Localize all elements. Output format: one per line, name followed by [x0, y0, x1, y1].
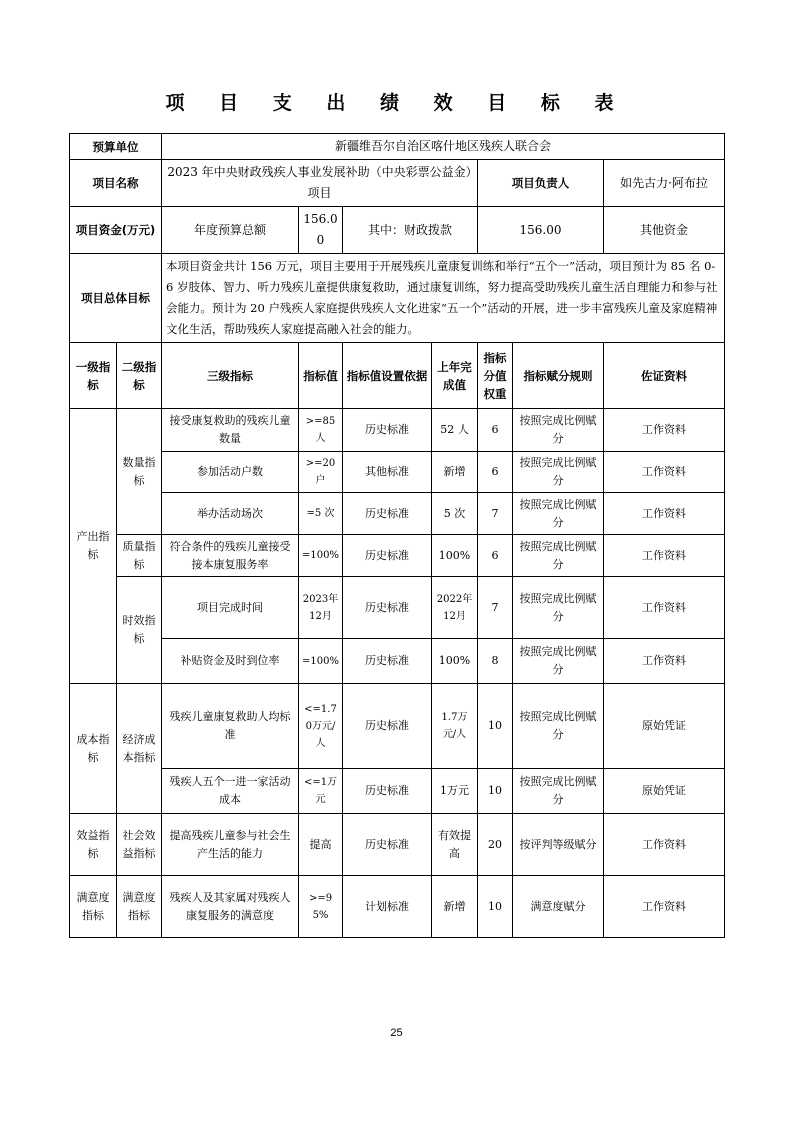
row-evidence: 工作资料: [604, 639, 725, 684]
row-prev: 新增: [432, 452, 478, 493]
row-name: 残疾人及其家属对残疾人康复服务的满意度: [162, 876, 299, 938]
row-prev: 1.7万元/人: [432, 684, 478, 769]
row-rule: 按评判等级赋分: [513, 814, 604, 876]
row-prev: 52 人: [432, 409, 478, 452]
row-prev: 1万元: [432, 769, 478, 814]
row-rule: 按照完成比例赋分: [513, 577, 604, 639]
other-funds-label: 其他资金: [604, 207, 725, 254]
funds-label: 项目资金(万元): [70, 207, 162, 254]
row-name: 残疾人五个一进一家活动成本: [162, 769, 299, 814]
row-evidence: 工作资料: [604, 814, 725, 876]
row-evidence: 工作资料: [604, 535, 725, 577]
row-basis: 计划标准: [343, 876, 432, 938]
group-cost: 成本指标: [70, 684, 117, 814]
row-rule: 按照完成比例赋分: [513, 535, 604, 577]
row-value: 提高: [299, 814, 343, 876]
row-value: =5 次: [299, 493, 343, 535]
annual-budget-label: 年度预算总额: [162, 207, 299, 254]
row-basis: 历史标准: [343, 493, 432, 535]
row-value: 2023年12月: [299, 577, 343, 639]
col-header-value: 指标值: [299, 343, 343, 409]
row-rule: 按照完成比例赋分: [513, 493, 604, 535]
group-social-benefit: 社会效益指标: [117, 814, 162, 876]
project-name-value: 2023 年中央财政残疾人事业发展补助（中央彩票公益金）项目: [162, 160, 478, 207]
row-weight: 7: [478, 577, 513, 639]
row-weight: 6: [478, 452, 513, 493]
row-prev: 有效提高: [432, 814, 478, 876]
row-name: 符合条件的残疾儿童接受接本康复服务率: [162, 535, 299, 577]
group-benefit: 效益指标: [70, 814, 117, 876]
row-name: 残疾儿童康复救助人均标准: [162, 684, 299, 769]
group-economic-cost: 经济成本指标: [117, 684, 162, 814]
row-prev: 100%: [432, 535, 478, 577]
row-weight: 6: [478, 535, 513, 577]
row-evidence: 工作资料: [604, 577, 725, 639]
group-satisfaction-sub: 满意度指标: [117, 876, 162, 938]
group-timeliness: 时效指标: [117, 577, 162, 684]
row-basis: 历史标准: [343, 535, 432, 577]
row-value: <=1.70万元/人: [299, 684, 343, 769]
col-header-prev: 上年完成值: [432, 343, 478, 409]
row-name: 接受康复救助的残疾儿童数量: [162, 409, 299, 452]
row-name: 补贴资金及时到位率: [162, 639, 299, 684]
project-lead-value: 如先古力·阿布拉: [604, 160, 725, 207]
row-value: =100%: [299, 535, 343, 577]
row-evidence: 工作资料: [604, 409, 725, 452]
row-value: >=95%: [299, 876, 343, 938]
row-basis: 历史标准: [343, 409, 432, 452]
row-basis: 历史标准: [343, 769, 432, 814]
page-title: 项 目 支 出 绩 效 目 标 表: [165, 92, 628, 114]
row-prev: 新增: [432, 876, 478, 938]
row-rule: 按照完成比例赋分: [513, 409, 604, 452]
group-quality: 质量指标: [117, 535, 162, 577]
row-evidence: 工作资料: [604, 452, 725, 493]
col-header-level3: 三级指标: [162, 343, 299, 409]
col-header-basis: 指标值设置依据: [343, 343, 432, 409]
fiscal-value: 156.00: [478, 207, 604, 254]
row-evidence: 工作资料: [604, 493, 725, 535]
row-evidence: 原始凭证: [604, 684, 725, 769]
row-weight: 7: [478, 493, 513, 535]
row-rule: 按照完成比例赋分: [513, 684, 604, 769]
col-header-rule: 指标赋分规则: [513, 343, 604, 409]
row-weight: 20: [478, 814, 513, 876]
budget-unit-label: 预算单位: [70, 134, 162, 160]
row-rule: 按照完成比例赋分: [513, 769, 604, 814]
row-value: >=20户: [299, 452, 343, 493]
performance-target-table: [69, 133, 725, 938]
col-header-level1: 一级指标: [70, 343, 117, 409]
goal-text: 本项目资金共计 156 万元，项目主要用于开展残疾儿童康复训练和举行“五个一”活动，项目预计为 85 名 0-6 岁肢体、智力、听力残疾儿童提供康复救助，通过康复训练，努力提高受助残疾儿童生活自理能力和参与社会能力。预计为 20 户残疾人家庭提供残疾人文化进家“五一个”活动的开展，进一步丰富残疾儿童及家庭精神文化生活，帮助残疾人家庭提高融入社会的能力。: [162, 254, 725, 343]
row-name: 参加活动户数: [162, 452, 299, 493]
row-rule: 按照完成比例赋分: [513, 639, 604, 684]
row-basis: 历史标准: [343, 577, 432, 639]
project-lead-label: 项目负责人: [478, 160, 604, 207]
row-prev: 2022年12月: [432, 577, 478, 639]
col-header-evidence: 佐证资料: [604, 343, 725, 409]
group-output: 产出指标: [70, 409, 117, 684]
row-evidence: 工作资料: [604, 876, 725, 938]
group-quantity: 数量指标: [117, 409, 162, 535]
row-evidence: 原始凭证: [604, 769, 725, 814]
col-header-level2: 二级指标: [117, 343, 162, 409]
row-weight: 10: [478, 769, 513, 814]
page-number: 25: [390, 1027, 403, 1039]
annual-budget-value: 156.00: [299, 207, 343, 254]
row-rule: 按照完成比例赋分: [513, 452, 604, 493]
row-weight: 10: [478, 876, 513, 938]
row-weight: 8: [478, 639, 513, 684]
row-basis: 历史标准: [343, 814, 432, 876]
row-value: <=1万元: [299, 769, 343, 814]
budget-unit-value: 新疆维吾尔自治区喀什地区残疾人联合会: [162, 134, 725, 160]
col-header-weight: 指标分值权重: [478, 343, 513, 409]
goal-label: 项目总体目标: [70, 254, 162, 343]
fiscal-label: 其中：财政拨款: [343, 207, 478, 254]
row-prev: 100%: [432, 639, 478, 684]
row-basis: 其他标准: [343, 452, 432, 493]
row-weight: 10: [478, 684, 513, 769]
group-satisfaction: 满意度指标: [70, 876, 117, 938]
row-basis: 历史标准: [343, 684, 432, 769]
row-rule: 满意度赋分: [513, 876, 604, 938]
row-value: =100%: [299, 639, 343, 684]
row-value: >=85人: [299, 409, 343, 452]
row-name: 项目完成时间: [162, 577, 299, 639]
row-weight: 6: [478, 409, 513, 452]
row-basis: 历史标准: [343, 639, 432, 684]
row-name: 举办活动场次: [162, 493, 299, 535]
row-prev: 5 次: [432, 493, 478, 535]
project-name-label: 项目名称: [70, 160, 162, 207]
row-name: 提高残疾儿童参与社会生产生活的能力: [162, 814, 299, 876]
